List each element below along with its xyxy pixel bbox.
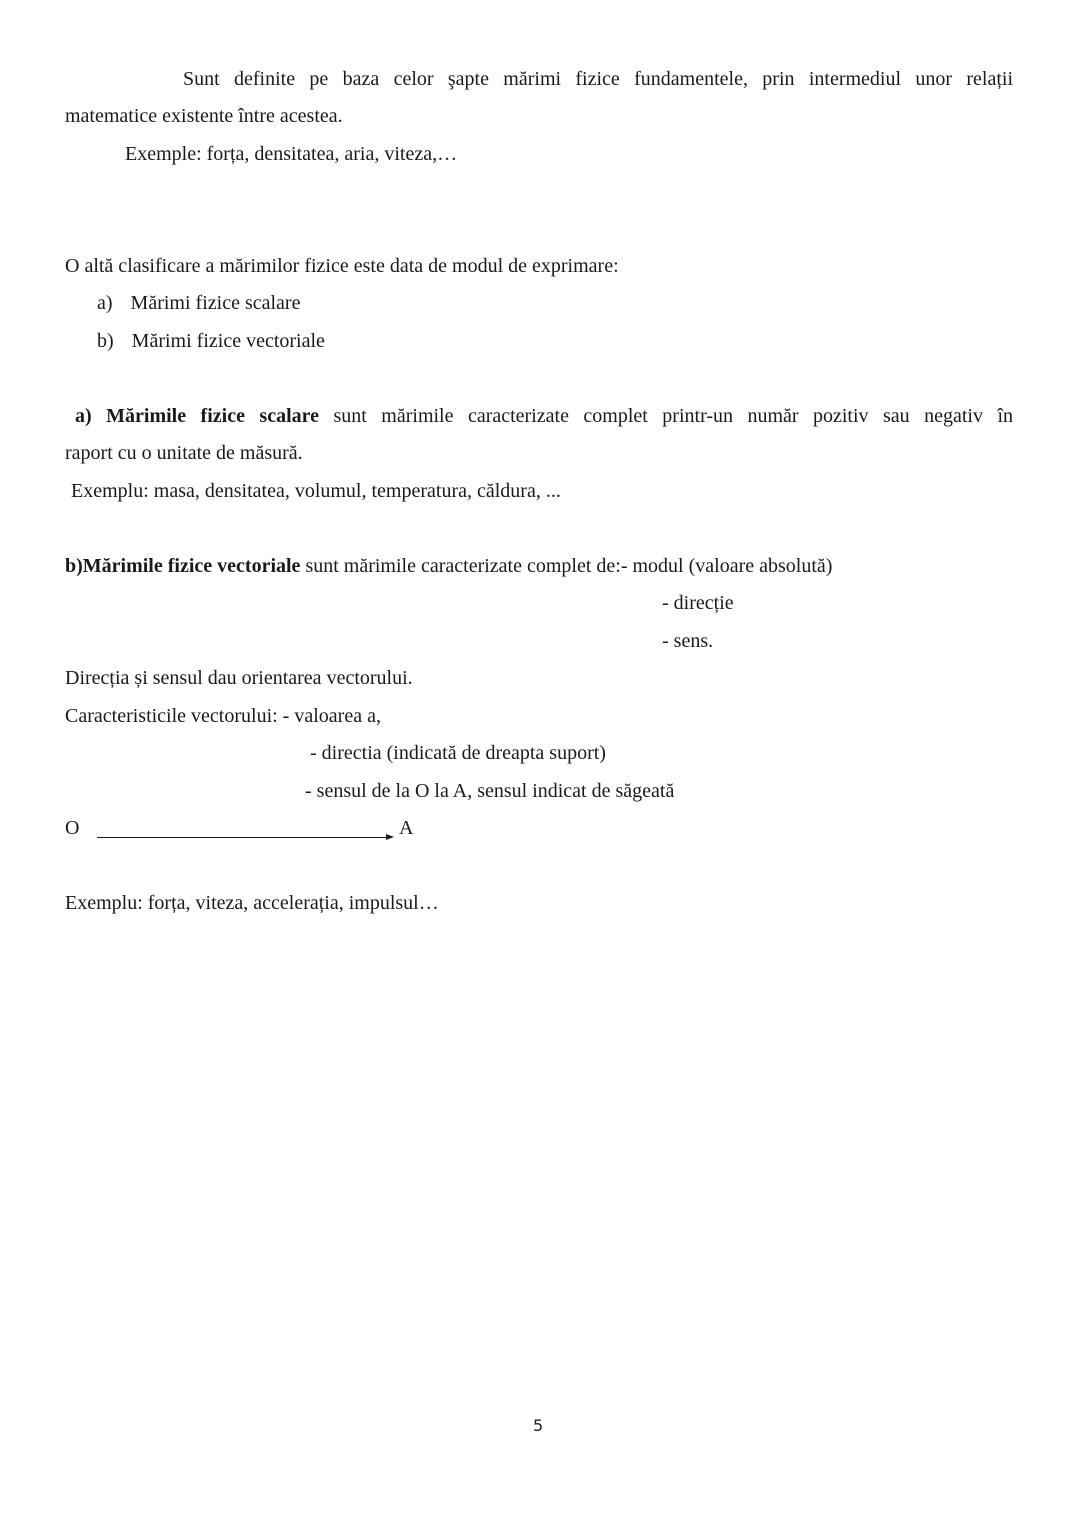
vector-definition-text: sunt mărimile caracterizate complet de:- modul (valoare absolută) bbox=[305, 555, 833, 577]
scalar-definition-line-2: raport cu o unitate de măsură. bbox=[65, 442, 303, 464]
page-number: 5 bbox=[533, 1416, 544, 1435]
vector-segment bbox=[97, 837, 390, 838]
list-marker: a) bbox=[97, 292, 113, 314]
scalar-example: Exemplu: masa, densitatea, volumul, temperatura, căldura, ... bbox=[71, 480, 561, 502]
scalar-definition-line-1 bbox=[65, 404, 1013, 428]
intro-line-2: matematice existente între acestea. bbox=[65, 105, 343, 127]
vector-item-sense: - sens. bbox=[662, 630, 714, 652]
vector-item-direction: - direcție bbox=[662, 592, 734, 614]
intro-examples: Exemple: forța, densitatea, aria, viteza,… bbox=[125, 143, 458, 165]
vector-orientation: Direcția și sensul dau orientarea vectorului. bbox=[65, 667, 413, 689]
vector-char-sense: - sensul de la O la A, sensul indicat de săgeată bbox=[305, 780, 675, 802]
scalar-label: Mărimile fizice scalare bbox=[106, 405, 320, 427]
list-item-text: Mărimi fizice scalare bbox=[130, 292, 301, 314]
scalar-definition-text: sunt mărimile caracterizate complet printr-un număr pozitiv sau negativ în bbox=[333, 405, 1014, 427]
vector-definition-line-1 bbox=[65, 554, 832, 578]
arrow-right-icon bbox=[386, 834, 394, 840]
vector-example: Exemplu: forța, viteza, accelerația, impulsul… bbox=[65, 892, 439, 914]
vector-origin-point: O bbox=[65, 817, 80, 839]
list-marker: b) bbox=[97, 330, 114, 352]
classification-item bbox=[97, 329, 325, 353]
list-item-text: Mărimi fizice vectoriale bbox=[131, 330, 325, 352]
classification-heading: O altă clasificare a mărimilor fizice este data de modul de exprimare: bbox=[65, 255, 619, 277]
vector-characteristics-label: Caracteristicile vectorului: - valoarea a, bbox=[65, 705, 381, 727]
scalar-label-prefix: a) bbox=[75, 405, 92, 427]
vector-label: b)Mărimile fizice vectoriale bbox=[65, 555, 301, 577]
intro-line-1: Sunt definite pe baza celor şapte mărimi fizice fundamentele, prin intermediul unor relații bbox=[183, 68, 1013, 90]
classification-item bbox=[97, 291, 300, 315]
vector-end-point: A bbox=[399, 817, 414, 839]
vector-char-direction: - directia (indicată de dreapta suport) bbox=[310, 742, 606, 764]
